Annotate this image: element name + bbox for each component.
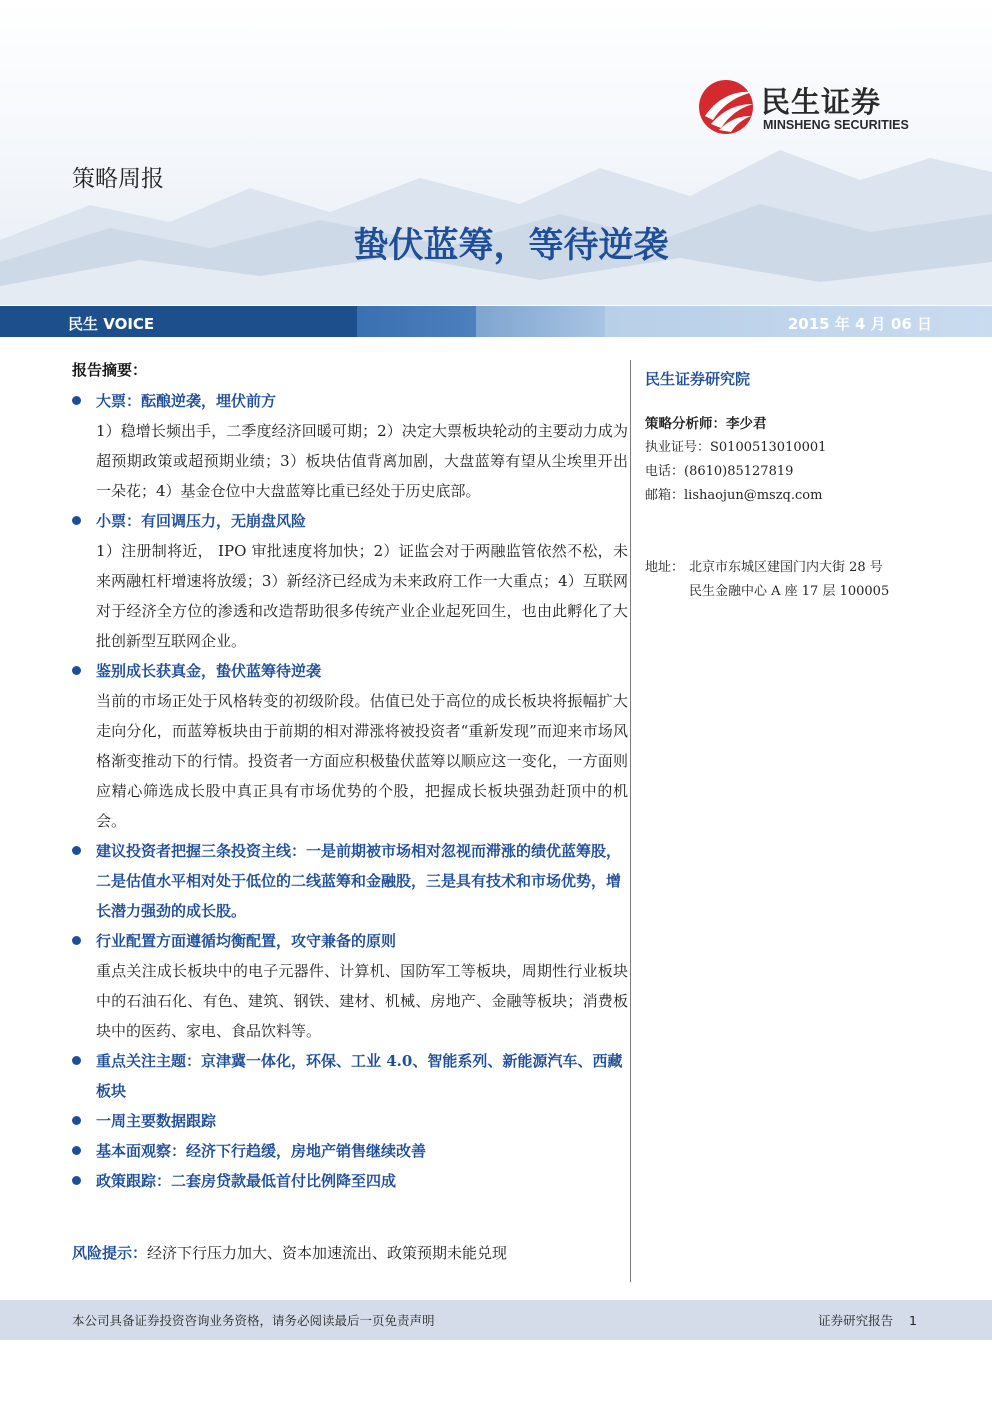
license-number: 执业证号：S0100513010001	[645, 440, 827, 455]
logo-name-cn: 民生证券	[761, 85, 882, 119]
section-heading-text: 小票：有回调压力，无崩盘风险	[96, 512, 307, 530]
bullet-icon	[72, 1146, 81, 1155]
bullet-icon	[72, 846, 81, 855]
logo-name-en: MINSHENG SECURITIES	[763, 118, 909, 132]
footer-disclaimer: 本公司具备证券投资咨询业务资格，请务必阅读最后一页免责声明	[72, 1313, 435, 1328]
bullet-icon	[72, 396, 81, 405]
minsheng-logo-icon	[697, 78, 757, 136]
section-body: 1）注册制将近， IPO 审批速度将加快；2）证监会对于两融监管依然不松，未来两融杠杆增速将放缓；3）新经济已经成为未来政府工作一大重点；4）互联网对于经济全方位的渗透和改造帮助很多传统产业企业起死回生，也由此孵化了大批创新型互联网企业。	[96, 542, 628, 650]
section-body: 当前的市场正处于风格转变的初级阶段。估值已处于高位的成长板块将振幅扩大走向分化，而蓝筹板块由于前期的相对滞涨将被投资者“重新发现”而迎来市场风格渐变推动下的行情。投资者一方面应积极蛰伏蓝筹以顺应这一变化，一方面则应精心筛选成长股中真正具有市场优势的个股，把握成长板块强劲赶顶中的机会。	[96, 692, 628, 830]
bullet-icon	[72, 1176, 81, 1185]
section-heading	[72, 656, 628, 686]
section-heading	[72, 1166, 628, 1196]
section-body: 1）稳增长频出手，二季度经济回暖可期；2）决定大票板块轮动的主要动力成为超预期政策或超预期业绩；3）板块估值背离加剧，大盘蓝筹有望从尘埃里开出一朵花；4）基金仓位中大盘蓝筹比重已经处于历史底部。	[96, 422, 628, 500]
risk-label: 风险提示：	[72, 1244, 148, 1262]
section-heading-text: 鉴别成长获真金，蛰伏蓝筹待逆袭	[96, 662, 322, 680]
abstract-section	[72, 386, 628, 506]
section-heading-text: 基本面观察：经济下行趋缓，房地产销售继续改善	[96, 1142, 427, 1160]
institute-name: 民生证券研究院	[645, 370, 751, 388]
address-label: 地址：	[645, 560, 685, 575]
abstract-section	[72, 506, 628, 656]
section-heading-text: 一周主要数据跟踪	[96, 1112, 217, 1130]
page-footer	[0, 1300, 992, 1340]
abstract-section	[72, 1166, 628, 1196]
section-heading	[72, 1136, 628, 1166]
band-voice-label: 民生 VOICE	[68, 315, 155, 333]
report-title: 蛰伏蓝筹，等待逆袭	[353, 226, 669, 266]
analyst-name: 策略分析师：李少君	[645, 416, 767, 432]
abstract-section	[72, 1046, 628, 1106]
bullet-icon	[72, 936, 81, 945]
bullet-icon	[72, 666, 81, 675]
phone-number: 电话：(8610)85127819	[645, 464, 794, 479]
section-heading	[72, 1106, 628, 1136]
section-heading-text: 建议投资者把握三条投资主线：一是前期被市场相对忽视而滞涨的绩优蓝筹股，二是估值水平相对处于低位的二线蓝筹和金融股，三是具有技术和市场优势，增长潜力强劲的成长股。	[96, 842, 622, 920]
abstract-label: 报告摘要：	[72, 361, 148, 379]
bullet-icon	[72, 1116, 81, 1125]
email-address: 邮箱：lishaojun@mszq.com	[645, 488, 823, 503]
abstract-column	[72, 356, 628, 1196]
abstract-section	[72, 1106, 628, 1136]
risk-text: 经济下行压力加大、资本加速流出、政策预期未能兑现	[147, 1244, 508, 1262]
section-heading	[72, 506, 628, 536]
section-heading-text: 行业配置方面遵循均衡配置，攻守兼备的原则	[96, 932, 397, 950]
report-date: 2015 年 4 月 06 日	[787, 315, 932, 333]
sidebar	[645, 366, 945, 604]
address-line-1: 北京市东城区建国门内大街 28 号	[689, 560, 883, 575]
abstract-section	[72, 836, 628, 926]
section-heading	[72, 386, 628, 416]
section-heading-text: 大票：酝酿逆袭，埋伏前方	[96, 392, 277, 410]
bullet-icon	[72, 1056, 81, 1065]
address-block	[645, 556, 945, 604]
section-heading	[72, 836, 628, 926]
company-logo	[697, 78, 927, 138]
address-line-2: 民生金融中心 A 座 17 层 100005	[689, 584, 890, 599]
section-heading	[72, 926, 628, 956]
voice-band	[0, 306, 992, 337]
abstract-section	[72, 656, 628, 836]
column-divider	[630, 360, 631, 1282]
header-banner	[0, 0, 992, 305]
risk-notice	[72, 1242, 507, 1263]
section-heading-text: 重点关注主题：京津冀一体化，环保、工业 4.0、智能系列、新能源汽车、西藏板块	[96, 1052, 623, 1100]
section-body: 重点关注成长板块中的电子元器件、计算机、国防军工等板块，周期性行业板块中的石油石化、有色、建筑、钢铁、建材、机械、房地产、金融等板块；消费板块中的医药、家电、食品饮料等。	[96, 962, 628, 1040]
footer-page-label: 证券研究报告 1	[818, 1313, 917, 1328]
abstract-section	[72, 926, 628, 1046]
report-type: 策略周报	[72, 166, 164, 192]
section-heading	[72, 1046, 628, 1106]
section-heading-text: 政策跟踪：二套房贷款最低首付比例降至四成	[96, 1172, 397, 1190]
bullet-icon	[72, 516, 81, 525]
abstract-section	[72, 1136, 628, 1166]
